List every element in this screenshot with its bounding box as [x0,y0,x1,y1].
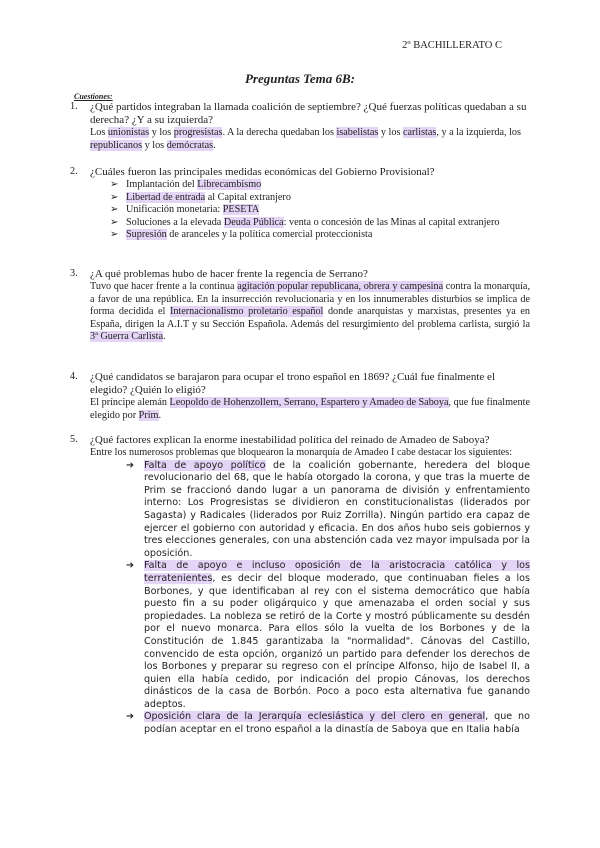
bullet-icon: ➢ [110,204,119,216]
highlight: demócratas [166,139,214,151]
list-item: ➢ Supresión de aranceles y la política comercial proteccionista [110,229,373,241]
highlight: Deuda Pública [223,216,284,228]
arrow-icon: ➔ [126,560,135,572]
course-header: 2º BACHILLERATO C [402,40,502,51]
question-text: ¿Qué factores explican la enorme inestabilidad política del reinado de Amadeo de Saboya? [90,434,490,446]
factors-list [90,460,530,737]
question-number: 1. [70,101,78,112]
question-3 [70,268,530,344]
question-text: ¿Cuáles fueron las principales medidas económicas del Gobierno Provisional? [90,166,435,178]
question-number: 5. [70,434,78,445]
page-title: Preguntas Tema 6B: [244,71,356,86]
answer-text: Tuvo que hacer frente a la continua agitación popular republicana, obrera y campesina contra la monarquía, a favor de una república. En la insurrección revolucionaria y en los innumerables disturbios se implica de forma decidida el Internacionalismo proletario español donde anarquistas y marxistas, presentes ya en España, dirigen la A.I.T y su Sección Española. Además del resurgimiento del problema carlista, surgió la 3ª Guerra Carlista. [90,281,530,343]
highlight: Falta de apoyo político [144,459,266,471]
list-item: ➢ Unificación monetaria: PESETA [110,204,260,216]
list-item: ➢ Implantación del Librecambismo [110,179,262,190]
question-number: 2. [70,166,78,177]
answer-text: El príncipe alemán Leopoldo de Hohenzollern, Serrano, Espartero y Amadeo de Saboya, que fue finalmente elegido por Prim. [90,397,531,421]
highlight: unionistas [107,127,150,138]
highlight: progresistas [173,127,223,138]
highlight: 3ª Guerra Carlista [90,331,163,343]
highlight: agitación popular republicana, obrera y campesina [237,281,444,292]
arrow-icon: ➔ [126,711,135,723]
highlight: carlistas [402,127,437,138]
answer-intro: Entre los numerosos problemas que bloquearon la monarquía de Amadeo I cabe destacar los siguientes: [90,447,513,458]
list-item: ➔ Falta de apoyo político de la coalición gobernante, heredera del bloque revolucionario del 68, que le había otorgado la corona, y que tras la muerte de Prim se fraccionó dando lugar a un panorama de división y enfrentamiento interno: Los Progresistas se dividieron en constitucionalistas (liderados por Sagasta) y Radicales (liderados por Ruiz Zorrilla). Ningún partido era capaz de ejercer el gobierno con autoridad y eficacia. En dos años hubo seis gobiernos y tres elecciones generales, con una abstención cada vez mayor impulsada por la oposición. [126,459,530,559]
arrow-icon: ➔ [126,459,135,471]
highlight: PESETA [222,204,260,216]
highlight: Libertad de entrada [126,191,206,203]
measures-list [90,179,530,242]
question-text: ¿A qué problemas hubo de hacer frente la regencia de Serrano? [90,268,368,280]
highlight: Falta de apoyo e incluso oposición de la aristocracia católica y los terratenientes [144,560,530,584]
question-number: 3. [70,268,78,279]
question-text: ¿Qué partidos integraban la llamada coalición de septiembre? ¿Qué fuerzas políticas quedaban a su derecha? ¿Y a su izquierda? [90,101,527,126]
bullet-icon: ➢ [110,179,119,190]
question-number: 4. [70,371,78,382]
question-4 [70,371,531,422]
list-item: ➔ Falta de apoyo e incluso oposición de la aristocracia católica y los terratenientes, es decir del bloque moderado, que continuaban fieles a los Borbones, y que identificaban al rey con el sistema democrático que había puesto fin a su poder oligárquico y que amenazaba el orden social y sus propiedades. La nobleza se retiró de la Corte y mostró públicamente su desdén por el nuevo monarca. Para ellos sólo la vuelta de los Borbones y de la Constitución de 1.845 garantizaba la "normalidad". Cánovas del Castillo, convencido de esta opción, organizó un partido para defender los derechos de los Borbones y preparar su regreso con el príncipe Alfonso, hijo de Isabel II, a quien ella había cedido, por indicación del propio Cánovas, los derechos dinásticos de la casa de Borbón. Poco a poco esta alternativa fue ganando adeptos. [126,560,530,710]
bullet-icon: ➢ [110,216,119,228]
highlight: Librecambismo [197,179,262,190]
list-item: ➔ Oposición clara de la Jerarquía eclesiástica y del clero en general, que no podían aceptar en el trono español a la dinastía de Saboya que en Italia había [126,711,530,736]
highlight: Supresión [126,229,167,241]
question-text: ¿Qué candidatos se barajaron para ocupar el trono español en 1869? ¿Cuál fue finalmente el elegido? ¿Quién lo eligió? [90,371,495,396]
highlight: republicanos [90,139,143,151]
highlight: Leopoldo de Hohenzollern, Serrano, Espartero y Amadeo de Saboya [169,397,449,408]
highlight: isabelistas [336,127,379,138]
answer-text: Los unionistas y los progresistas. A la derecha quedaban los isabelistas y los carlistas, y a la izquierda, los republicanos y los demócratas. [90,127,521,151]
list-item: ➢ Soluciones a la elevada Deuda Pública: venta o concesión de las Minas al capital extranjero [110,216,500,228]
highlight: Internacionalismo proletario español [169,306,324,318]
bullet-icon: ➢ [110,229,119,241]
highlight: Oposición clara de la Jerarquía eclesiástica y del clero en general [144,711,486,723]
section-label: Cuestiones: [74,92,113,101]
bullet-icon: ➢ [110,191,119,203]
question-5 [70,434,530,737]
question-2 [70,166,530,242]
list-item: ➢ Libertad de entrada al Capital extranjero [110,191,291,203]
highlight: Prim [138,409,159,421]
question-1 [70,101,530,152]
